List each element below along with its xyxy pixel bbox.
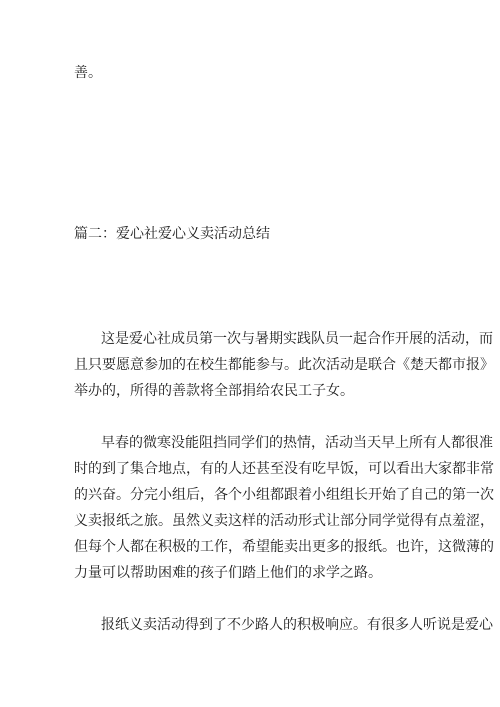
text-line: 时的到了集合地点，有的人还甚至没有吃早饭，可以看出大家都非常 [74, 461, 494, 477]
text-line: 举办的，所得的善款将全部捐给农民工子女。 [74, 383, 354, 399]
text-line: 但每个人都在积极的工作，希望能卖出更多的报纸。也许，这微薄的 [74, 539, 494, 555]
text-line-ending: 善。 [74, 65, 102, 81]
text-line: 这是爱心社成员第一次与暑期实践队员一起合作开展的活动，而 [101, 331, 493, 347]
text-line: 的兴奋。分完小组后，各个小组都跟着小组组长开始了自己的第一次 [74, 487, 494, 503]
text-line: 义卖报纸之旅。虽然义卖这样的活动形式让部分同学觉得有点羞涩， [74, 513, 494, 529]
text-line: 报纸义卖活动得到了不少路人的积极响应。有很多人听说是爱心 [101, 617, 493, 633]
text-line: 早春的微寒没能阻挡同学们的热情，活动当天早上所有人都很准 [101, 435, 493, 451]
text-line: 力量可以帮助困难的孩子们踏上他们的求学之路。 [74, 565, 382, 581]
text-line: 且只要愿意参加的在校生都能参与。此次活动是联合《楚天都市报》 [74, 357, 494, 373]
section-heading: 篇二：爱心社爱心义卖活动总结 [74, 226, 270, 242]
